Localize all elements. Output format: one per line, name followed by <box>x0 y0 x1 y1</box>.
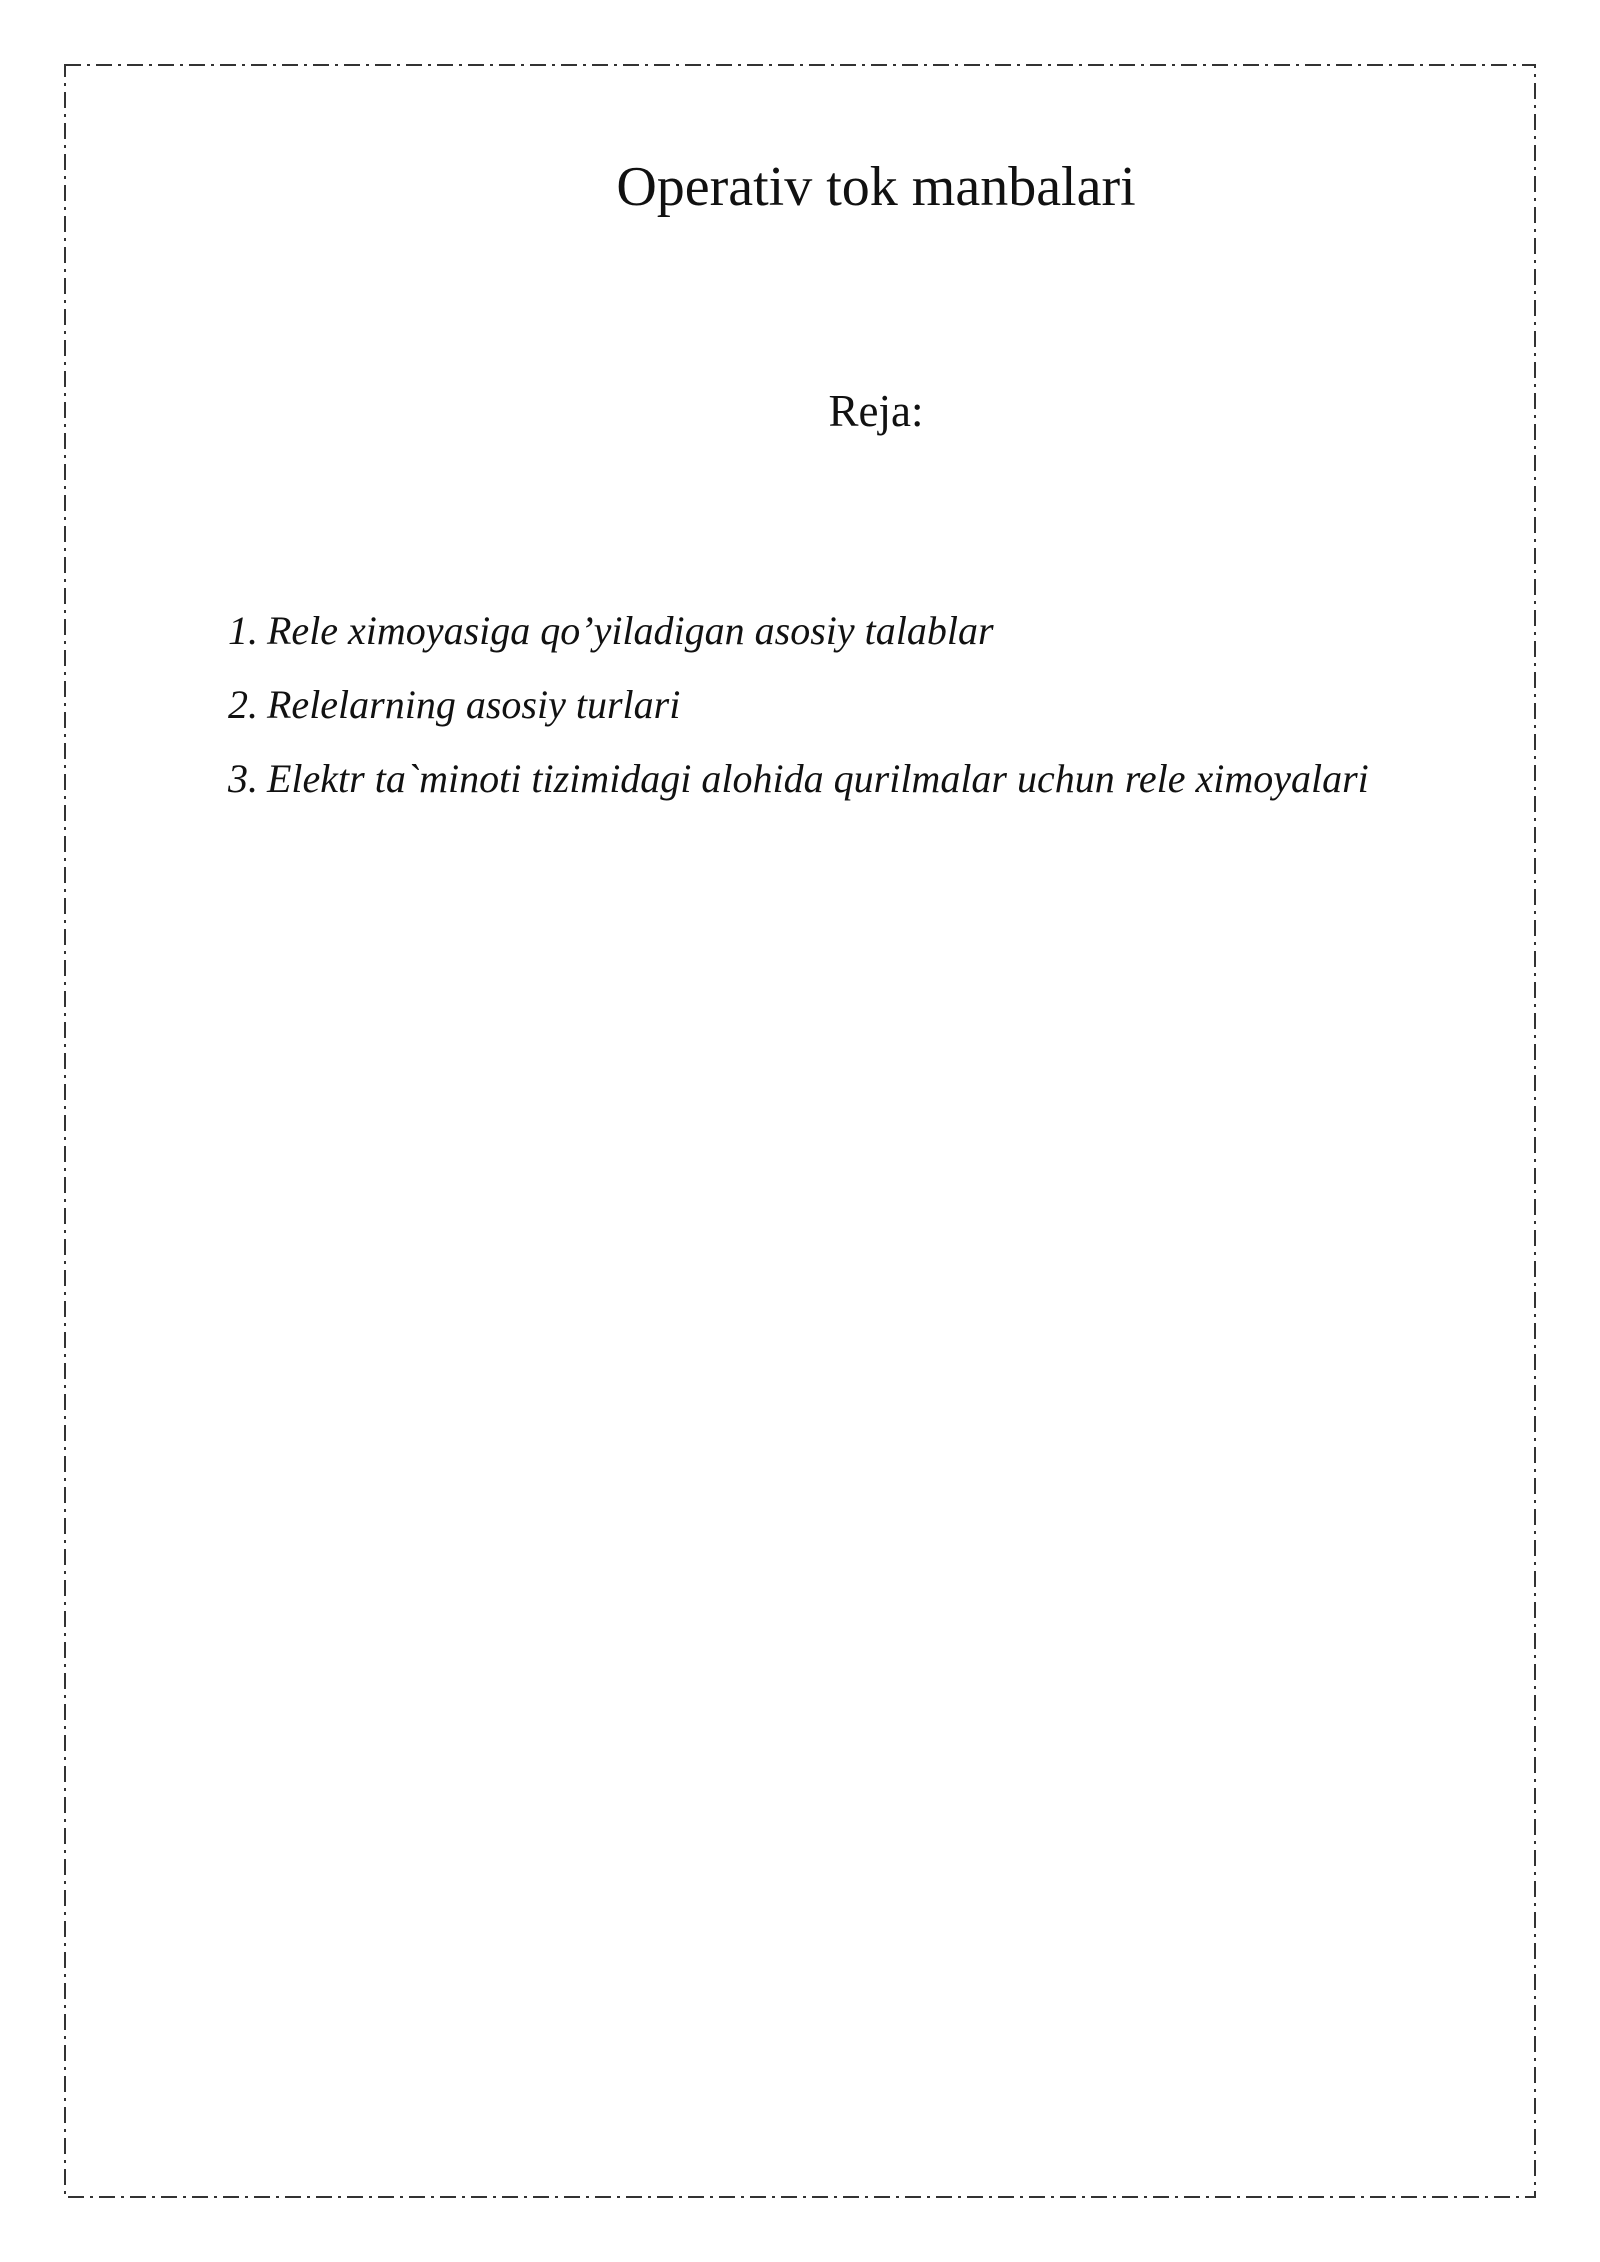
list-item <box>228 742 1369 816</box>
document-title: Operativ tok manbalari <box>616 156 1136 218</box>
list-item-text: Elektr ta`minoti tizimidagi alohida qurilmalar uchun rele ximoyalari <box>267 756 1369 801</box>
plan-heading: Reja: <box>828 386 924 436</box>
list-item <box>228 594 1369 668</box>
list-item-number: 3. <box>228 756 258 801</box>
list-item-number: 1. <box>228 608 258 653</box>
list-item-number: 2. <box>228 682 258 727</box>
list-item-text: Rele ximoyasiga qo’yiladigan asosiy talablar <box>267 608 994 653</box>
list-item <box>228 668 1369 742</box>
plan-list <box>228 594 1369 816</box>
list-item-text: Relelarning asosiy turlari <box>267 682 681 727</box>
